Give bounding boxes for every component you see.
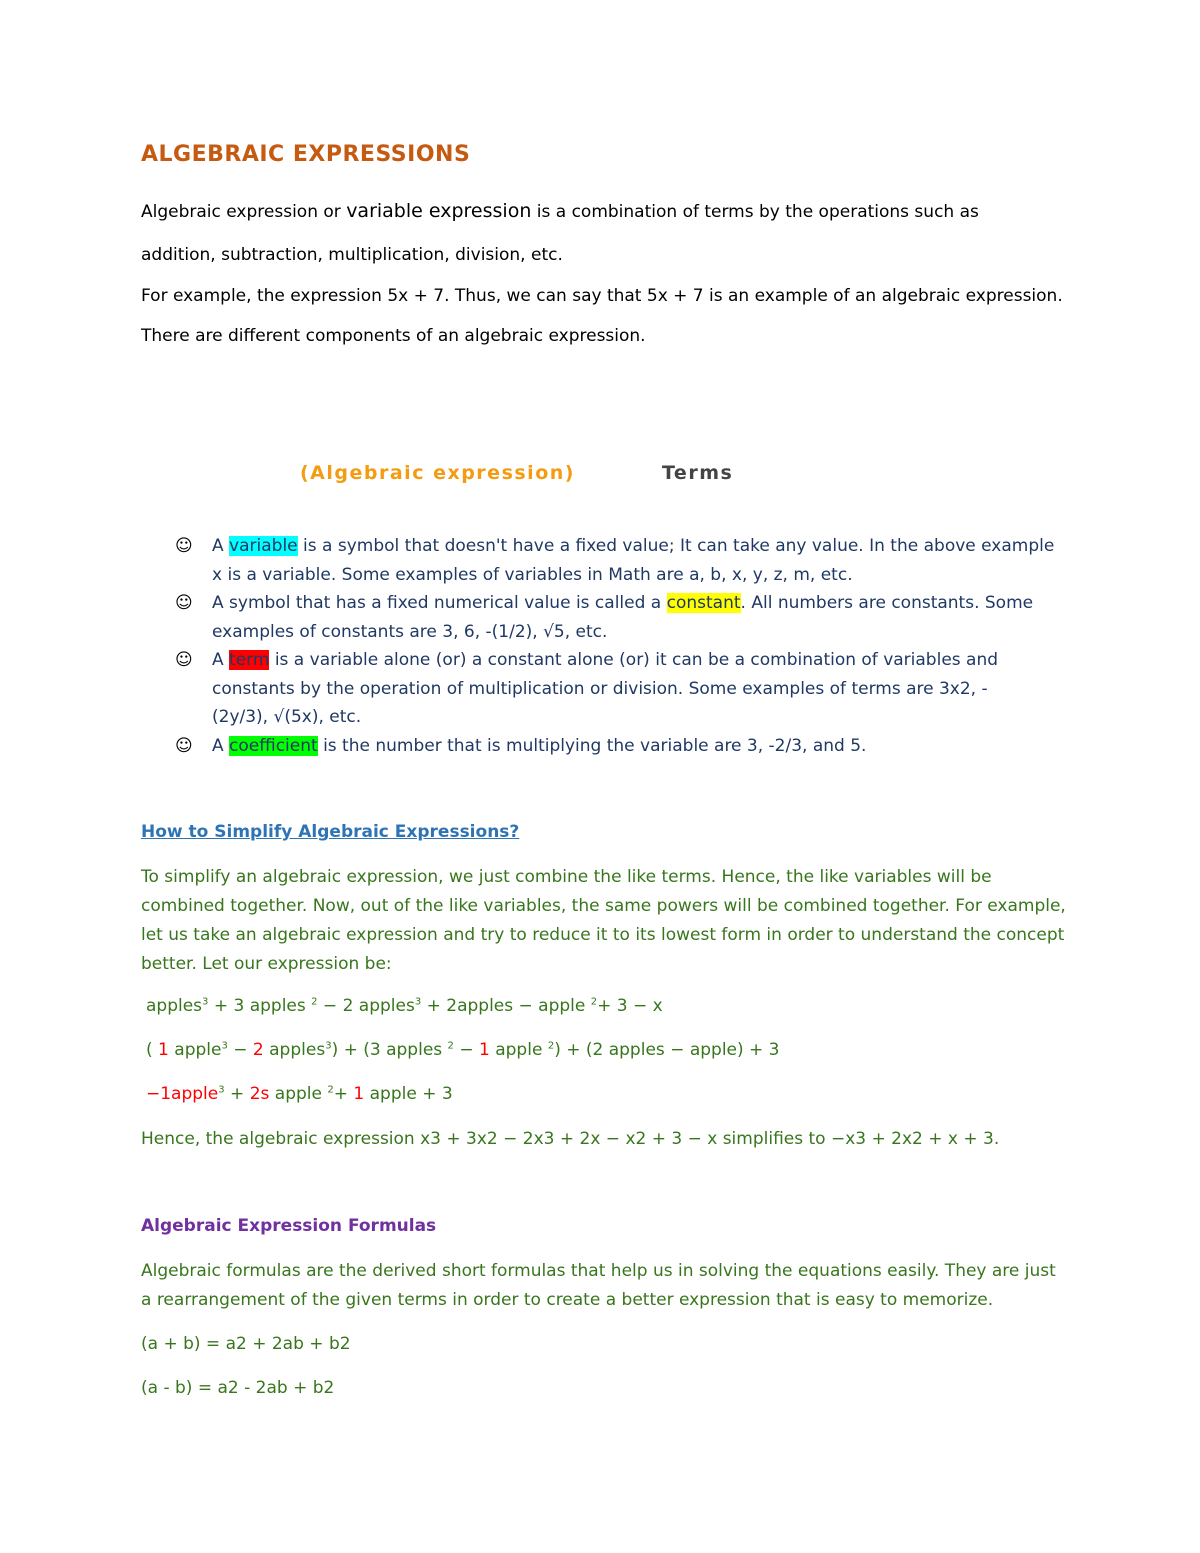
bullet-text: is a symbol that doesn't have a fixed value; It can take any value. In the above example bbox=[303, 536, 1055, 556]
list-item bbox=[175, 732, 1075, 761]
bullet-text: A symbol that has a fixed numerical value is called a bbox=[212, 593, 662, 613]
list-item bbox=[175, 532, 1075, 589]
bullet-continuation: (2y/3), √(5x), etc. bbox=[212, 707, 362, 727]
smiley-icon: ☺ bbox=[175, 735, 193, 756]
components-list bbox=[175, 532, 1075, 760]
formulas-paragraph: Algebraic formulas are the derived short formulas that help us in solving the equations easily. They are just a rearrangement of the given terms in order to create a better expression that is easy to memorize. bbox=[141, 1261, 1056, 1310]
simplify-conclusion: Hence, the algebraic expression x3 + 3x2 − 2x3 + 2x − x2 + 3 − x simplifies to −x3 + 2x2 + x + 3. bbox=[141, 1129, 1000, 1149]
caption-algebraic-expression: (Algebraic expression) bbox=[300, 462, 575, 484]
bullet-text: is a variable alone (or) a constant alone (or) it can be a combination of variables and bbox=[274, 650, 999, 670]
smiley-icon: ☺ bbox=[175, 536, 193, 556]
bullet-continuation: x is a variable. Some examples of variables in Math are a, b, x, y, z, m, etc. bbox=[212, 564, 853, 585]
section-heading-simplify[interactable]: How to Simplify Algebraic Expressions? bbox=[141, 822, 520, 842]
formula-1: (a + b) = a2 + 2ab + b2 bbox=[141, 1334, 351, 1354]
smiley-icon: ☺ bbox=[175, 650, 193, 670]
simplify-paragraph: To simplify an algebraic expression, we just combine the like terms. Hence, the like variables will be combined together. Now, out of the like variables, the same powers will be combined together. For example, let us take an algebraic expression and try to reduce it to its lowest form in order to understand the concept better. Let our expression be: bbox=[141, 867, 1066, 974]
intro-line-1-b: is a combination of terms by the operations such as bbox=[536, 202, 979, 222]
bullet-continuation: examples of constants are 3, 6, -(1/2), √5, etc. bbox=[212, 621, 608, 642]
bullet-text: A bbox=[212, 735, 224, 756]
highlight-term: term bbox=[229, 650, 270, 670]
image-caption-clipped bbox=[300, 456, 760, 484]
intro-line-4: There are different components of an algebraic expression. bbox=[141, 326, 646, 346]
caption-terms: Terms bbox=[662, 462, 734, 484]
list-item bbox=[175, 589, 1075, 646]
intro-term: variable expression bbox=[346, 200, 532, 222]
page-title: ALGEBRAIC EXPRESSIONS bbox=[141, 142, 471, 167]
highlight-variable: variable bbox=[229, 536, 298, 556]
smiley-icon: ☺ bbox=[175, 593, 193, 613]
formula-2: (a - b) = a2 - 2ab + b2 bbox=[141, 1378, 335, 1398]
intro-line-2: addition, subtraction, multiplication, division, etc. bbox=[141, 245, 563, 265]
section-heading-formulas: Algebraic Expression Formulas bbox=[141, 1216, 437, 1236]
expression-2: ( 1 apple$^3$ − 2 apples$^3$) + (3 apples $^2$ − 1 apple $^2$) + (2 apples − apple) + 3 bbox=[146, 1040, 780, 1060]
bullet-text: . All numbers are constants. Some bbox=[740, 593, 1034, 613]
expression-1: apples$^3$ + 3 apples $^2$ − 2 apples$^3$ + 2apples − apple $^2$+ 3 − x bbox=[146, 996, 663, 1016]
intro-line-3: For example, the expression 5x + 7. Thus, we can say that 5x + 7 is an example of an algebraic expression. bbox=[141, 286, 1063, 306]
intro-line-1-a: Algebraic expression or bbox=[141, 202, 341, 222]
intro-line-1 bbox=[141, 201, 979, 222]
list-item bbox=[175, 646, 1075, 732]
highlight-coefficient: coefficient bbox=[229, 735, 318, 756]
bullet-continuation: constants by the operation of multiplication or division. Some examples of terms are 3x2, - bbox=[212, 678, 988, 699]
bullet-text: A bbox=[212, 650, 224, 670]
bullet-text: is the number that is multiplying the variable are 3, -2/3, and 5. bbox=[323, 735, 867, 756]
expression-3: −1apple$^3$ + 2s apple $^2$+ 1 apple + 3 bbox=[146, 1084, 453, 1104]
bullet-text: A bbox=[212, 536, 224, 556]
highlight-constant: constant bbox=[666, 593, 741, 613]
